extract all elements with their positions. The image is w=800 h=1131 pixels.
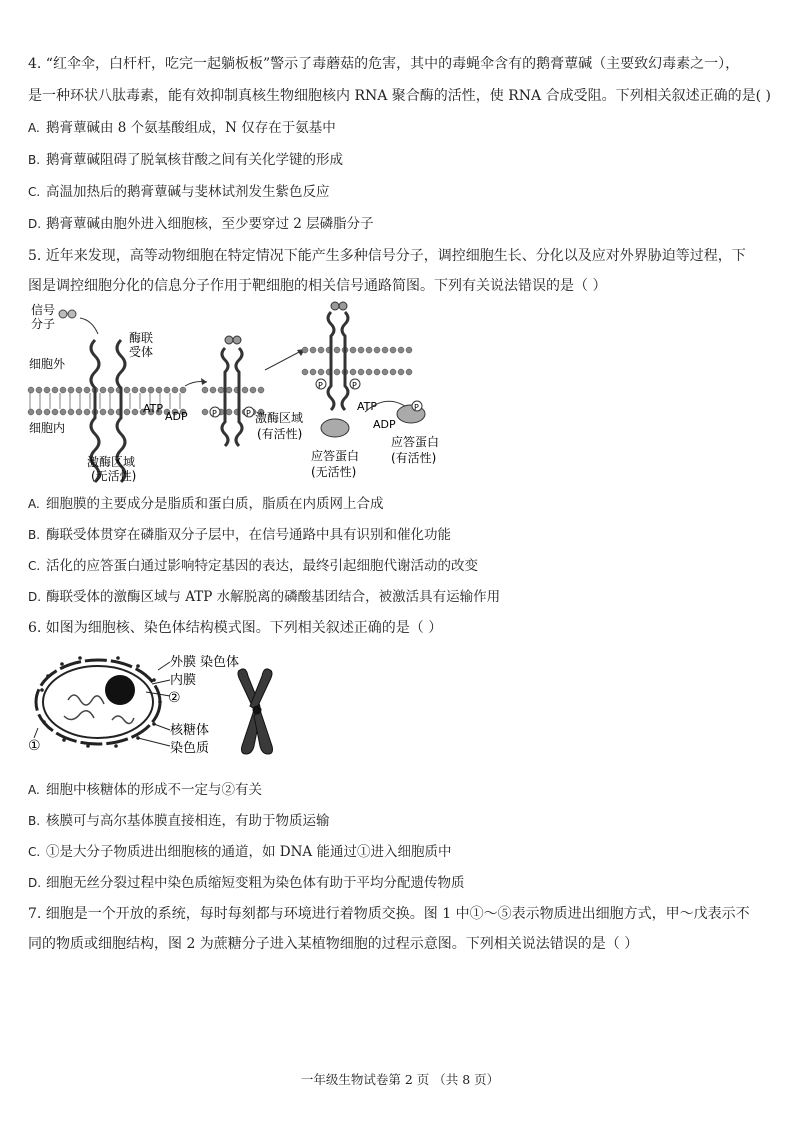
svg-text:P: P bbox=[318, 381, 323, 390]
q6-stem: 6. 如图为细胞核、染色体结构模式图。下列相关叙述正确的是（ ） bbox=[28, 620, 443, 636]
label-response-protein-2: 应答蛋白 bbox=[311, 449, 360, 463]
nucleolus-icon bbox=[105, 675, 135, 705]
q6-option-c: C. ①是大分子物质进出细胞核的通道，如 DNA 能通过①进入细胞质中 bbox=[28, 844, 452, 860]
label-response-active: (有活性) bbox=[391, 451, 437, 465]
membrane-right bbox=[302, 347, 412, 375]
label-outside: 细胞外 bbox=[29, 357, 66, 371]
label-active: (有活性) bbox=[257, 427, 303, 441]
signal-pathway-figure bbox=[25, 300, 505, 485]
signal-molecule-icon bbox=[59, 310, 76, 318]
q4-option-b: B. 鹅膏蕈碱阻碍了脱氧核苷酸之间有关化学键的形成 bbox=[28, 152, 343, 168]
label-1: ① bbox=[28, 738, 41, 754]
chromosome-icon bbox=[238, 669, 273, 754]
q5-stem-line1: 5. 近年来发现，高等动物细胞在特定情况下能产生多种信号分子，调控细胞生长、分化以及应对外界胁迫等过程，下 bbox=[28, 248, 746, 264]
label-receptor: 受体 bbox=[129, 345, 154, 359]
q5-option-d: D. 酶联受体的激酶区域与 ATP 水解脱离的磷酸基团结合，被激活具有运输作用 bbox=[28, 589, 501, 605]
label-inner-membrane: 内膜 bbox=[170, 673, 197, 688]
label-response-protein: 应答蛋白 bbox=[391, 435, 440, 449]
q5-option-b: B. 酶联受体贯穿在磷脂双分子层中，在信号通路中具有识别和催化功能 bbox=[28, 527, 451, 543]
nucleus-chromosome-figure bbox=[28, 650, 288, 765]
response-protein-inactive-icon bbox=[321, 419, 349, 437]
q4-stem-line1: 4. “红伞伞，白杆杆，吃完一起躺板板”警示了毒蘑菇的危害，其中的毒蝇伞含有的鹅膏蕈碱（主要致幻毒素之一）， bbox=[28, 56, 740, 72]
q4-option-d: D. 鹅膏蕈碱由胞外进入细胞核，至少要穿过 2 层磷脂分子 bbox=[28, 216, 374, 232]
label-inactive: (无活性) bbox=[91, 469, 137, 483]
q5-option-a: A. 细胞膜的主要成分是脂质和蛋白质，脂质在内质网上合成 bbox=[28, 496, 384, 512]
q5-option-c: C. 活化的应答蛋白通过影响特定基因的表达，最终引起细胞代谢活动的改变 bbox=[28, 558, 478, 574]
page-footer: 一年级生物试卷第 2 页 （共 8 页） bbox=[300, 1072, 500, 1087]
label-chromatin: 染色质 bbox=[170, 741, 210, 756]
label-outer-membrane: 外膜 bbox=[170, 655, 197, 670]
label-adp-1: ADP bbox=[165, 410, 188, 423]
svg-text:P: P bbox=[212, 409, 217, 418]
q5-stem-line2: 图是调控细胞分化的信息分子作用于靶细胞的相关信号通路简图。下列有关说法错误的是（ ） bbox=[28, 278, 607, 294]
q6-option-b: B. 核膜可与高尔基体膜直接相连，有助于物质运输 bbox=[28, 813, 330, 829]
label-molecule: 分子 bbox=[31, 317, 56, 331]
q4-option-a: A. 鹅膏蕈碱由 8 个氨基酸组成，N 仅存在于氨基中 bbox=[28, 120, 336, 136]
receptor-dimer bbox=[222, 348, 242, 446]
q6-option-a: A. 细胞中核糖体的形成不一定与②有关 bbox=[28, 782, 262, 798]
svg-text:P: P bbox=[414, 403, 419, 412]
label-signal: 信号 bbox=[31, 303, 56, 317]
q7-stem-line1: 7. 细胞是一个开放的系统，每时每刻都与环境进行着物质交换。图 1 中①～⑤表示物质进出细胞方式，甲～戊表示不 bbox=[28, 906, 750, 922]
label-ribosome: 核糖体 bbox=[170, 723, 210, 738]
nucleus-inner-membrane bbox=[43, 666, 153, 738]
q7-stem-line2: 同的物质或细胞结构，图 2 为蔗糖分子进入某植物细胞的过程示意图。下列相关说法错误的是（ ） bbox=[28, 936, 639, 952]
label-chromosome: 染色体 bbox=[200, 655, 240, 670]
label-adp-2: ADP bbox=[373, 418, 396, 431]
svg-text:P: P bbox=[352, 381, 357, 390]
q6-option-d: D. 细胞无丝分裂过程中染色质缩短变粗为染色体有助于平均分配遗传物质 bbox=[28, 875, 465, 891]
label-enzyme-linked: 酶联 bbox=[129, 331, 154, 345]
label-kinase-region-2: 激酶区域 bbox=[255, 411, 304, 425]
nucleus-outer-membrane bbox=[36, 660, 160, 744]
label-atp-1: ATP bbox=[143, 402, 164, 415]
q4-option-c: C. 高温加热后的鹅膏蕈碱与斐林试剂发生紫色反应 bbox=[28, 184, 330, 200]
label-response-inactive: (无活性) bbox=[311, 465, 357, 479]
label-atp-2: ATP bbox=[357, 400, 378, 413]
label-inside: 细胞内 bbox=[29, 421, 66, 435]
label-kinase-region: 激酶区域 bbox=[87, 455, 136, 469]
q4-stem-line2: 是一种环状八肽毒素，能有效抑制真核生物细胞核内 RNA 聚合酶的活性，使 RNA 合成受阻。下列相关叙述正确的是( ) bbox=[28, 88, 771, 104]
svg-text:P: P bbox=[246, 409, 251, 418]
label-2: ② bbox=[168, 690, 181, 706]
receptor-active bbox=[328, 312, 348, 410]
